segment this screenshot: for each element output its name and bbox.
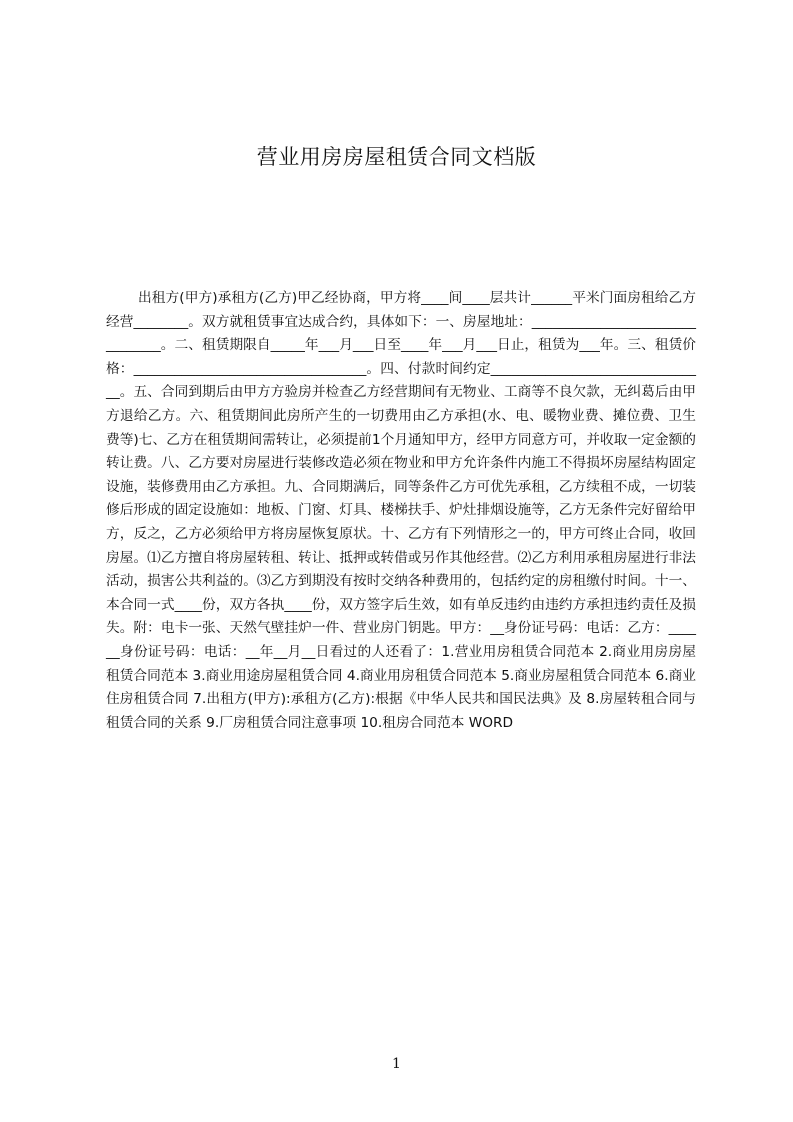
page-number: 1 [392,1056,401,1072]
contract-body-text: 出租方(甲方)承租方(乙方)甲乙经协商，甲方将____间____层共计______平米门面房租给乙方经营________。双方就租赁事宜达成合约，具体如下：一、房屋地址：________________________________。二、租赁期限自_____年___月___日至____年___月___日止，租赁为___年。三、租赁价格：__________________________________。四、付款时间约定________________________________。五、合同到期后由甲方方验房并检查乙方经营期间有无物业、工商等不良欠款，无纠葛后由甲方退给乙方。六、租赁期间此房所产生的一切费用由乙方承担(水、电、暖物业费、摊位费、卫生费等)七、乙方在租赁期间需转让，必须提前1个月通知甲方，经甲方同意方可，并收取一定金额的转让费。八、乙方要对房屋进行装修改造必须在物业和甲方允许条件内施工不得损坏房屋结构固定设施，装修费用由乙方承担。九、合同期满后，同等条件乙方可优先承租，乙方续租不成，一切装修后形成的固定设施如：地板、门窗、灯具、楼梯扶手、炉灶排烟设施等，乙方无条件完好留给甲方，反之，乙方必须给甲方将房屋恢复原状。十、乙方有下列情形之一的，甲方可终止合同，收回房屋。⑴乙方擅自将房屋转租、转让、抵押或转借或另作其他经营。⑵乙方利用承租房屋进行非法活动，损害公共利益的。⑶乙方到期没有按时交纳各种费用的，包括约定的房租缴付时间。十一、本合同一式____份，双方各执____份，双方签字后生效，如有单反违约由违约方承担违约责任及损失。附：电卡一张、天然气壁挂炉一件、营业房门钥匙。甲方：__身份证号码：电话：乙方：______身份证号码：电话：__年__月__日看过的人还看了：1.营业用房租赁合同范本 2.商业用房房屋租赁合同范本 3.商业用途房屋租赁合同 4.商业用房租赁合同范本 5.商业房屋租赁合同范本 6.商业住房租赁合同 7.出租方(甲方):承租方(乙方):根据《中华人民共和国民法典》及 8.房屋转租合同与租赁合同的关系 9.厂房租赁合同注意事项 10.租房合同范本 WORD [106,290,696,731]
page-title: 营业用房房屋租赁合同文档版 [256,145,537,169]
